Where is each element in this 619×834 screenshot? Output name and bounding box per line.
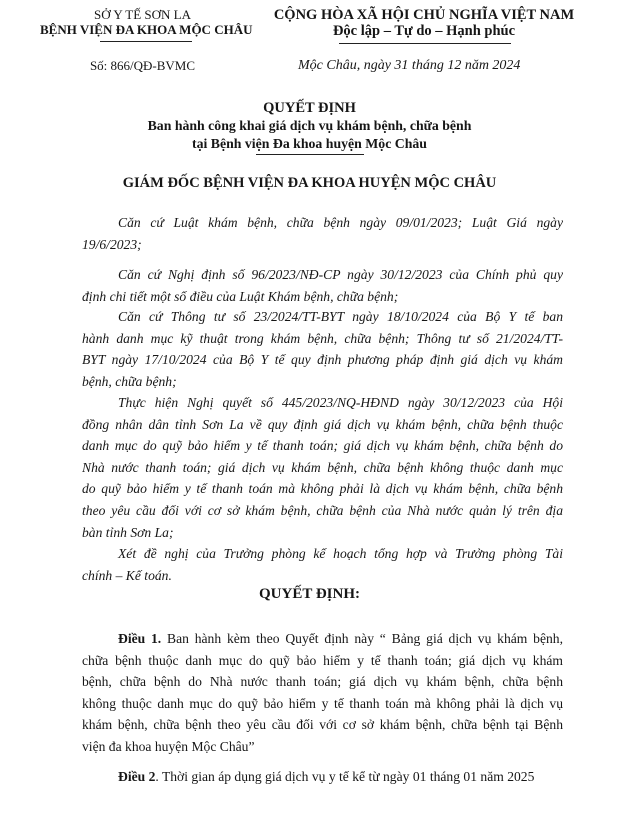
basis-line: Căn cứ Thông tư số 23/2024/TT-BYT ngày 18/10/2024 của Bộ Y tế ban <box>118 309 563 324</box>
basis-line: bệnh, chữa bệnh; <box>82 373 177 389</box>
article-line <box>82 628 563 650</box>
hospital-name: BỆNH VIỆN ĐA KHOA MỘC CHÂU <box>40 22 253 37</box>
subject-underline <box>256 154 364 155</box>
article-1-text: Ban hành kèm theo Quyết định này “ Bảng giá dịch vụ khám bệnh, <box>161 631 563 646</box>
basis-line: Căn cứ Nghị định số 96/2023/NĐ-CP ngày 30/12/2023 của Chính phủ quy <box>118 267 563 282</box>
issuer-title: GIÁM ĐỐC BỆNH VIỆN ĐA KHOA HUYỆN MỘC CHÂU <box>122 175 497 191</box>
legal-basis-5 <box>82 543 563 586</box>
article-2-text: . Thời gian áp dụng giá dịch vụ y tế kể từ ngày 01 tháng 01 năm 2025 <box>155 769 535 784</box>
decision-heading: QUYẾT ĐỊNH: <box>259 586 360 602</box>
basis-line: Thực hiện Nghị quyết số 445/2023/NQ-HĐND ngày 30/12/2023 của Hội <box>118 395 563 410</box>
document-number: Số: 866/QĐ-BVMC <box>89 58 196 73</box>
legal-basis-2 <box>82 264 563 307</box>
article-2-label: Điều 2 <box>118 769 156 784</box>
basis-line: bàn tỉnh Sơn La; <box>82 524 174 540</box>
document-type: QUYẾT ĐỊNH <box>263 100 356 116</box>
basis-line: theo yêu cầu đối với cơ sở khám bệnh, chữa bệnh của Nhà nước quản lý trên địa <box>82 502 563 518</box>
article-line: khám bệnh, chữa bệnh theo yêu cầu đối với cơ sở khám bệnh, chữa bệnh tại Bệnh <box>82 717 563 733</box>
basis-line: do quỹ bảo hiểm y tế thanh toán mà không phải là dịch vụ khám bệnh, chữa bệnh <box>82 481 563 497</box>
ministry-name: SỞ Y TẾ SƠN LA <box>93 7 192 22</box>
basis-line: 19/6/2023; <box>82 236 142 252</box>
article-line: chữa bệnh thuộc danh mục do quỹ bảo hiểm y tế thanh toán; giá dịch vụ khám <box>82 652 563 668</box>
basis-line: danh mục do quỹ bảo hiểm y tế thanh toán; giá dịch vụ khám bệnh, chữa bệnh do <box>82 438 563 454</box>
article-1 <box>82 628 563 758</box>
legal-basis-3 <box>82 306 563 392</box>
basis-line: Nhà nước thanh toán; giá dịch vụ khám bệnh, chữa bệnh không thuộc danh mục <box>82 459 563 475</box>
article-line: viện đa khoa huyện Mộc Châu” <box>82 738 255 754</box>
article-2 <box>118 769 534 785</box>
subject-line-2: tại Bệnh viện Đa khoa huyện Mộc Châu <box>192 136 427 151</box>
place-date: Mộc Châu, ngày 31 tháng 12 năm 2024 <box>298 58 521 73</box>
basis-line: BYT ngày 17/10/2024 của Bộ Y tế quy định phương pháp định giá dịch vụ khám <box>82 352 563 368</box>
legal-basis-1 <box>82 212 563 255</box>
hospital-underline <box>100 41 192 42</box>
basis-line: chính – Kế toán. <box>82 567 172 583</box>
basis-line: đồng nhân dân tỉnh Sơn La về quy định giá dịch vụ khám bệnh, chữa bệnh thuộc <box>82 416 563 432</box>
subject-line-1: Ban hành công khai giá dịch vụ khám bệnh, chữa bệnh <box>147 118 472 133</box>
legal-basis-4 <box>82 392 563 543</box>
basis-line: hành danh mục kỹ thuật trong khám bệnh, chữa bệnh; Thông tư số 21/2024/TT- <box>82 330 563 346</box>
article-line: bệnh, chữa bệnh do Nhà nước thanh toán; giá dịch vụ khám bệnh, chữa bệnh <box>82 674 563 690</box>
basis-line: Xét đề nghị của Trưởng phòng kế hoạch tổng hợp và Trưởng phòng Tài <box>118 546 563 561</box>
motto-underline <box>339 43 511 44</box>
basis-line: định chi tiết một số điều của Luật Khám bệnh, chữa bệnh; <box>82 288 399 304</box>
article-line: không thuộc danh mục do quỹ bảo hiểm y tế thanh toán mà không phải là dịch vụ <box>82 695 563 711</box>
national-motto: Độc lập – Tự do – Hạnh phúc <box>332 23 516 39</box>
national-title: CỘNG HÒA XÃ HỘI CHỦ NGHĨA VIỆT NAM <box>273 7 575 23</box>
basis-line: Căn cứ Luật khám bệnh, chữa bệnh ngày 09/01/2023; Luật Giá ngày <box>118 215 563 230</box>
article-1-label: Điều 1. <box>118 631 162 646</box>
